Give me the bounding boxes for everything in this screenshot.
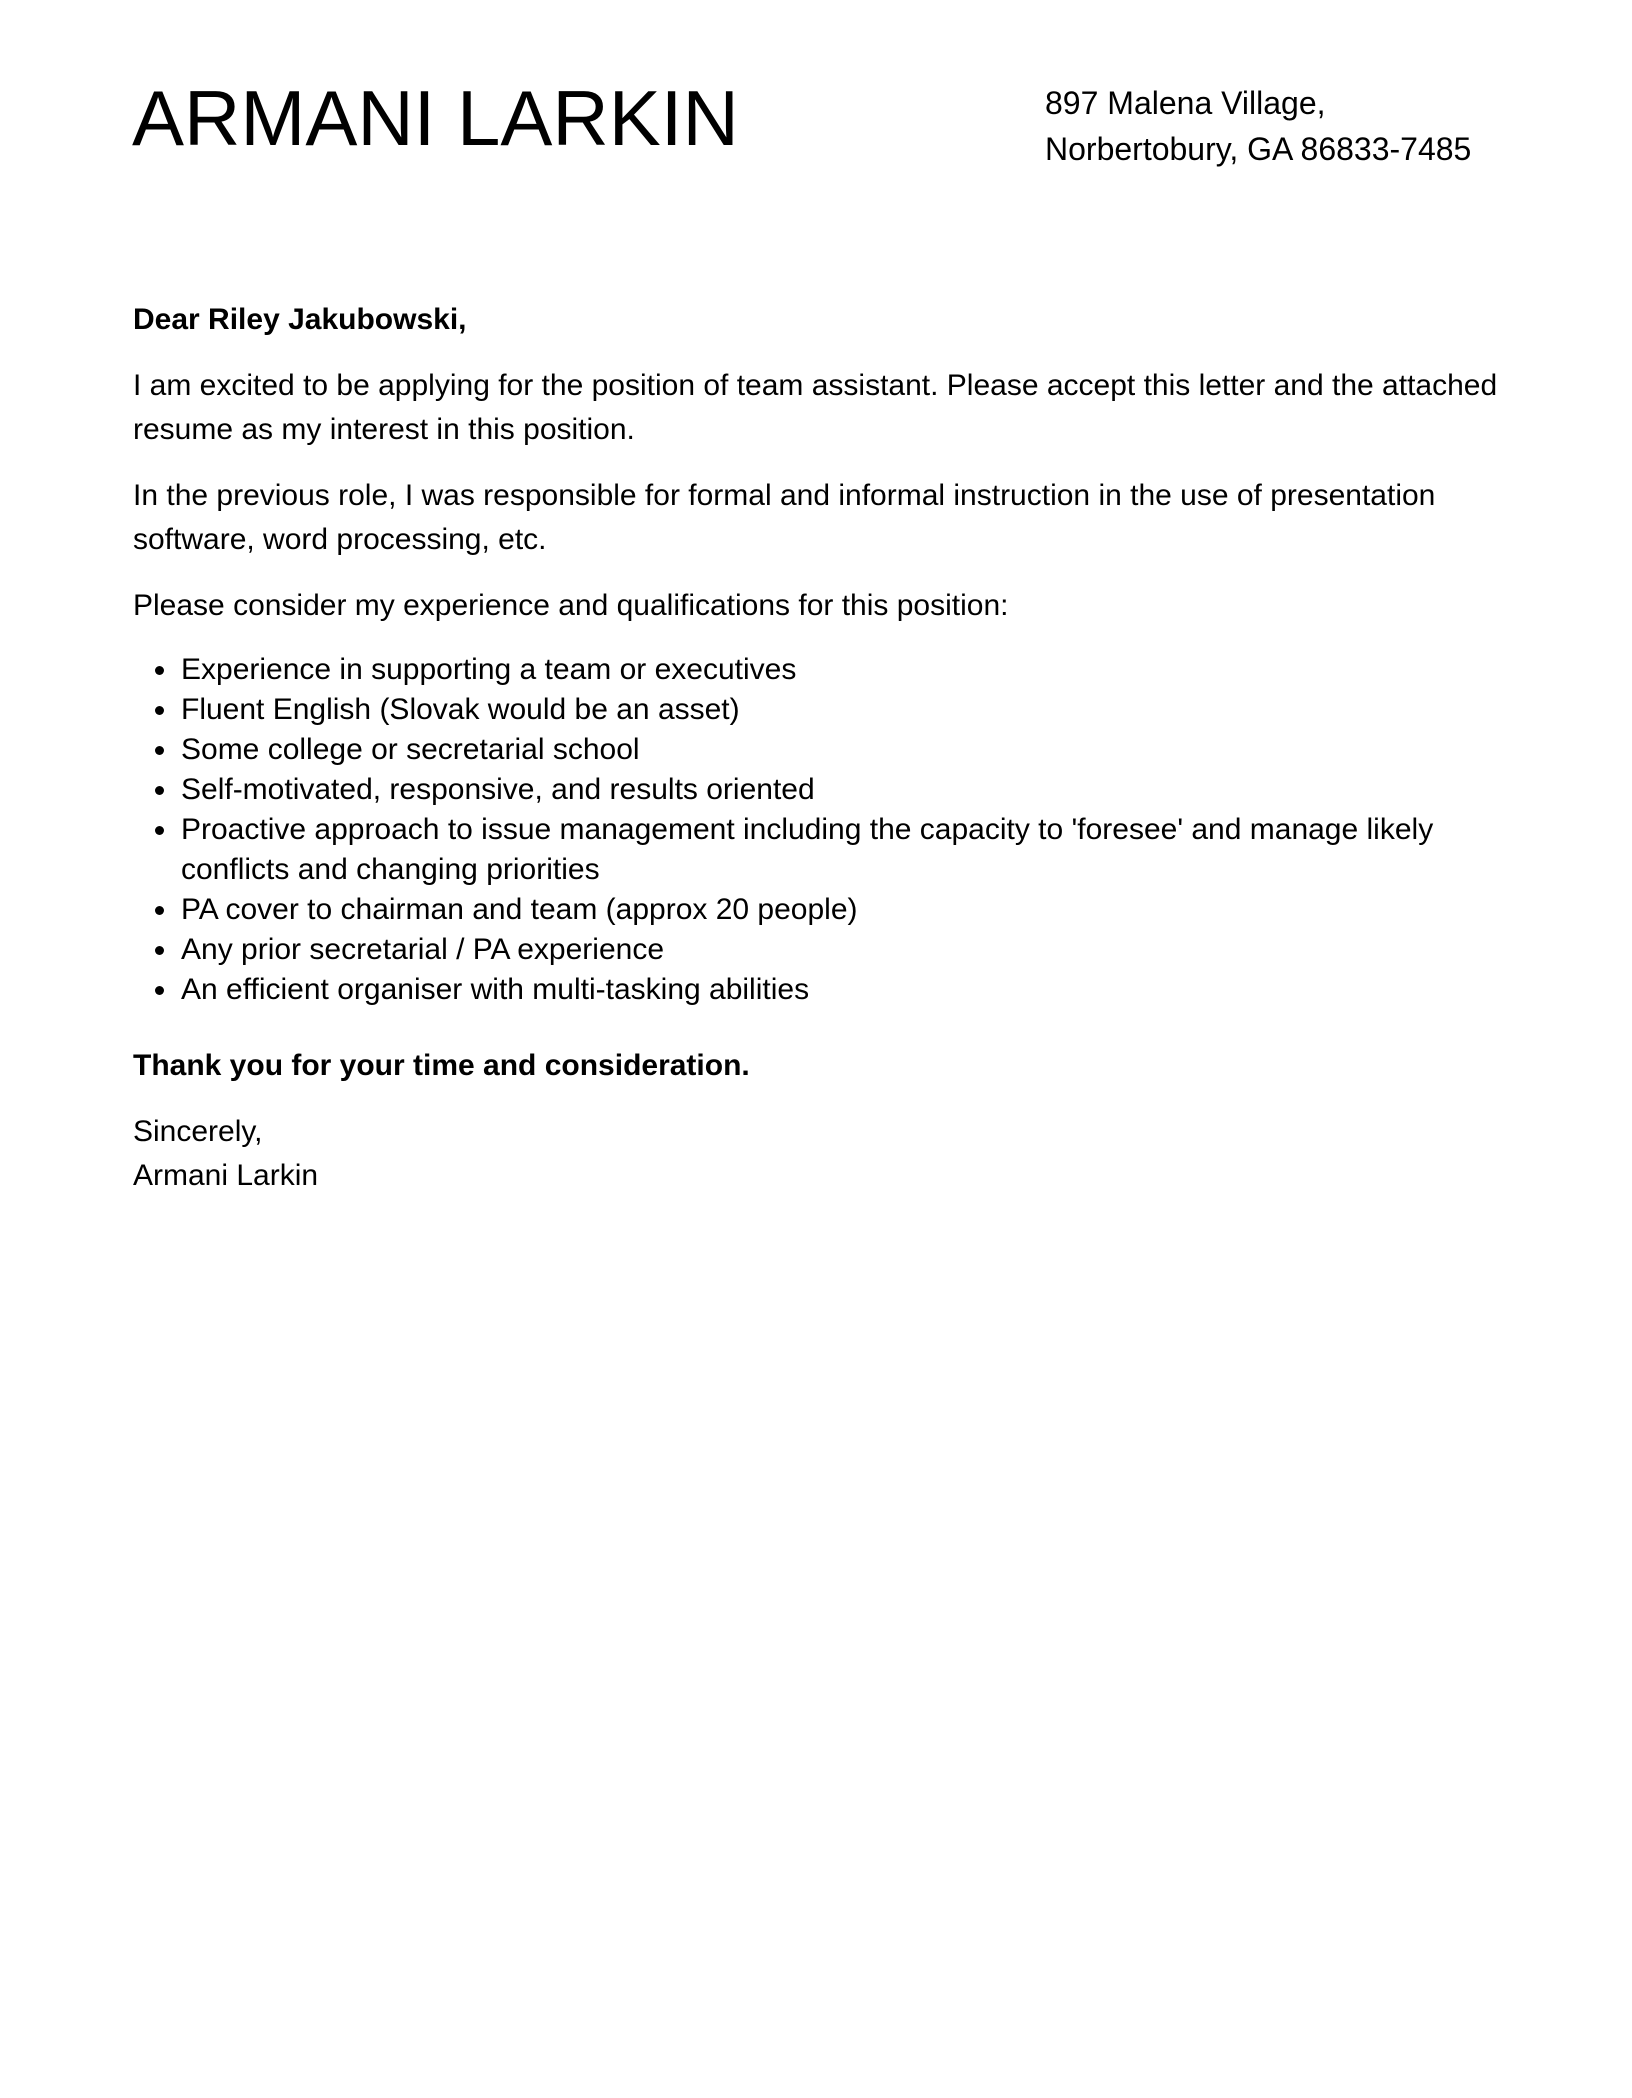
address-line-1: 897 Malena Village, [1045, 85, 1326, 121]
salutation: Dear Riley Jakubowski, [133, 303, 467, 336]
list-item: An efficient organiser with multi-tasking abilities [181, 970, 1513, 1010]
qualifications-intro: Please consider my experience and qualifications for this position: [133, 589, 1009, 622]
experience-paragraph: In the previous role, I was responsible for formal and informal instruction in the use of presentation software, word processing, etc. [133, 479, 1436, 556]
closing-phrase: Sincerely, [133, 1115, 263, 1148]
list-item: Fluent English (Slovak would be an asset) [181, 690, 1513, 730]
list-item: Self-motivated, responsive, and results oriented [181, 770, 1513, 810]
intro-paragraph: I am excited to be applying for the position of team assistant. Please accept this letter and the attached resume as my interest in this position. [133, 369, 1498, 446]
list-item: Some college or secretarial school [181, 730, 1513, 770]
closing-block [133, 1110, 1513, 1198]
list-item: Any prior secretarial / PA experience [181, 930, 1513, 970]
list-item: Proactive approach to issue management including the capacity to 'foresee' and manage likely conflicts and changing priorities [181, 810, 1513, 890]
list-item: Experience in supporting a team or executives [181, 650, 1513, 690]
signature-name: Armani Larkin [133, 1159, 319, 1192]
letter-body [133, 298, 1513, 1198]
address-line-2: Norbertobury, GA 86833-7485 [1045, 131, 1472, 167]
thank-you-line: Thank you for your time and consideration. [133, 1049, 750, 1082]
applicant-address [1045, 80, 1471, 172]
applicant-name-heading: ARMANI LARKIN [132, 74, 739, 162]
qualifications-list [133, 650, 1513, 1010]
list-item: PA cover to chairman and team (approx 20 people) [181, 890, 1513, 930]
